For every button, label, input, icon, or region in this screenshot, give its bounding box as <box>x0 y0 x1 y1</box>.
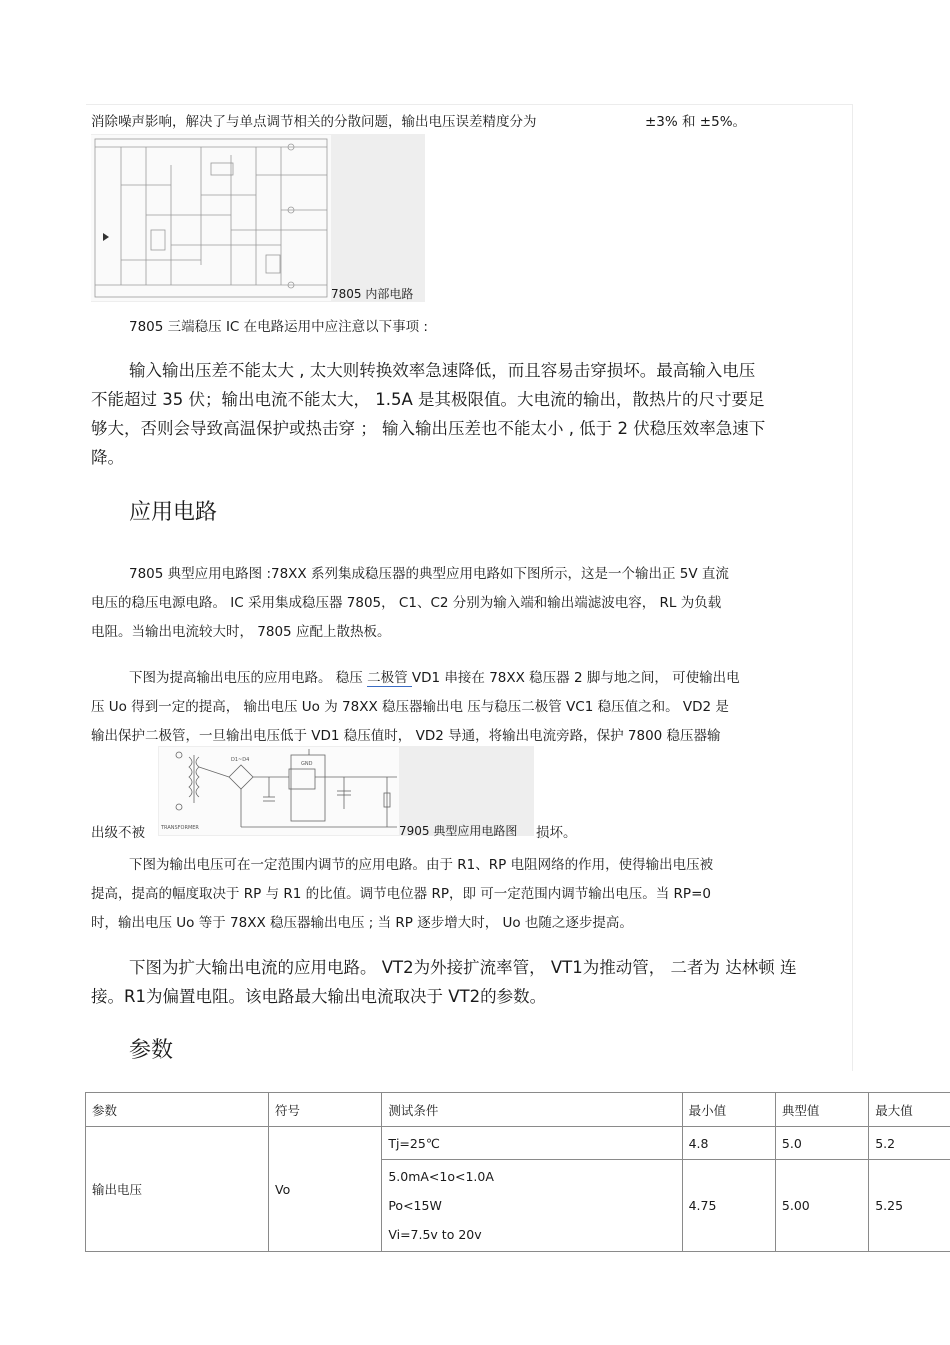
bridge-label: D1~D4 <box>231 757 250 763</box>
raise-line-4-b: 损坏。 <box>536 825 577 841</box>
condition-power: Po<15W <box>388 1198 442 1213</box>
header-min: 最小值 <box>682 1093 775 1127</box>
section-application-heading: 应用电路 <box>129 500 218 525</box>
typical-line-2: 电压的稳压电源电路。 IC 采用集成稳压器 7805， C1、C2 分别为输入端和输出端滤波电容， RL 为负载 <box>91 595 722 611</box>
header-max: 最大值 <box>869 1093 950 1127</box>
cell-max-1: 5.2 <box>869 1127 950 1160</box>
typical-line-1: 7805 典型应用电路图 :78XX 系列集成稳压器的典型应用电路如下图所示，这是一个输出正 5V 直流 <box>129 566 729 582</box>
cell-min-1: 4.8 <box>682 1127 775 1160</box>
header-typ: 典型值 <box>775 1093 868 1127</box>
table-header-row <box>86 1093 950 1127</box>
regulator-output-schematic <box>159 747 399 835</box>
header-param: 参数 <box>86 1093 269 1127</box>
header-condition: 测试条件 <box>382 1093 682 1127</box>
raise-line-2: 压 Uo 得到一定的提高， 输出电压 Uo 为 78XX 稳压器输出电 压与稳压二极管 VC1 稳压值之和。 VD2 是 <box>91 699 729 715</box>
cell-max-2: 5.25 <box>869 1160 950 1252</box>
diode-link[interactable]: 二极管 <box>367 670 412 686</box>
notes-line-1: 输入输出压差不能太大 , 太大则转换效率急速降低，而且容易击穿损坏。最高输入电压 <box>129 361 756 380</box>
adjust-line-2: 提高，提高的幅度取决于 RP 与 R1 的比值。调节电位器 RP，即 可一定范围内调节输出电压。当 RP=0 <box>91 886 711 902</box>
cell-condition-2 <box>382 1160 682 1252</box>
typical-line-3: 电阻。当输出电流较大时， 7805 应配上散热板。 <box>91 624 391 640</box>
current-line-1: 下图为扩大输出电流的应用电路。 VT2为外接扩流率管， VT1为推动管， 二者为 达林顿 连 <box>129 958 797 977</box>
adjust-line-3: 时，输出电压 Uo 等于 78XX 稳压器输出电压 ; 当 RP 逐步增大时， Uo 也随之逐步提高。 <box>91 915 633 931</box>
current-line-2: 接。R1为偏置电阻。该电路最大输出电流取决于 VT2的参数。 <box>91 987 547 1006</box>
internal-circuit-schematic <box>91 135 331 301</box>
cell-typ-1: 5.0 <box>775 1127 868 1160</box>
adjust-line-1: 下图为输出电压可在一定范围内调节的应用电路。由于 R1、RP 电阻网络的作用，使得输出电压被 <box>129 857 714 873</box>
notes-heading: 7805 三端稳压 IC 在电路运用中应注意以下事项 : <box>129 319 428 335</box>
header-symbol: 符号 <box>269 1093 382 1127</box>
notes-line-4: 降。 <box>91 448 124 467</box>
cell-symbol: Vo <box>269 1127 382 1252</box>
notes-line-3: 够大，否则会导致高温保护或热击穿 ； 输入输出压差也不能太小 , 低于 2 伏稳压效率急速下 <box>91 419 766 438</box>
raise-line-1-a: 下图为提高输出电压的应用电路。 稳压 <box>129 670 368 686</box>
tolerance-text: ±3% 和 ±5%。 <box>645 114 747 130</box>
raise-line-1 <box>129 666 740 686</box>
intro-text: 消除噪声影响，解决了与单点调节相关的分散问题，输出电压误差精度分为 <box>91 114 537 130</box>
application-circuit-caption: 7905 典型应用电路图 <box>399 824 518 838</box>
cell-typ-2: 5.00 <box>775 1160 868 1252</box>
internal-circuit-caption: 7805 内部电路 <box>331 287 414 301</box>
raise-line-1-b: VD1 串接在 78XX 稳压器 2 脚与地之间， 可使输出电 <box>411 670 740 686</box>
cell-param: 输出电压 <box>86 1127 269 1252</box>
raise-line-3: 输出保护二极管，一旦输出电压低于 VD1 稳压值时， VD2 导通，将输出电流旁路，保护 7800 稳压器输 <box>91 728 721 744</box>
cell-condition-1: Tj=25℃ <box>382 1127 682 1160</box>
condition-current: 5.0mA<1o<1.0A <box>388 1169 494 1184</box>
condition-input: Vi=7.5v to 20v <box>388 1227 482 1242</box>
notes-line-2: 不能超过 35 伏；输出电流不能太大， 1.5A 是其极限值。大电流的输出，散热片的尺寸要足 <box>91 390 765 409</box>
section-params-heading: 参数 <box>129 1038 174 1063</box>
cell-min-2: 4.75 <box>682 1160 775 1252</box>
ic-label: GND <box>301 761 313 767</box>
parameter-table <box>85 1092 950 1252</box>
internal-circuit-figure <box>91 134 425 302</box>
transformer-label: TRANSFORMER <box>161 825 199 831</box>
table-row <box>86 1127 950 1160</box>
raise-line-4-a: 出级不被 <box>91 825 145 841</box>
